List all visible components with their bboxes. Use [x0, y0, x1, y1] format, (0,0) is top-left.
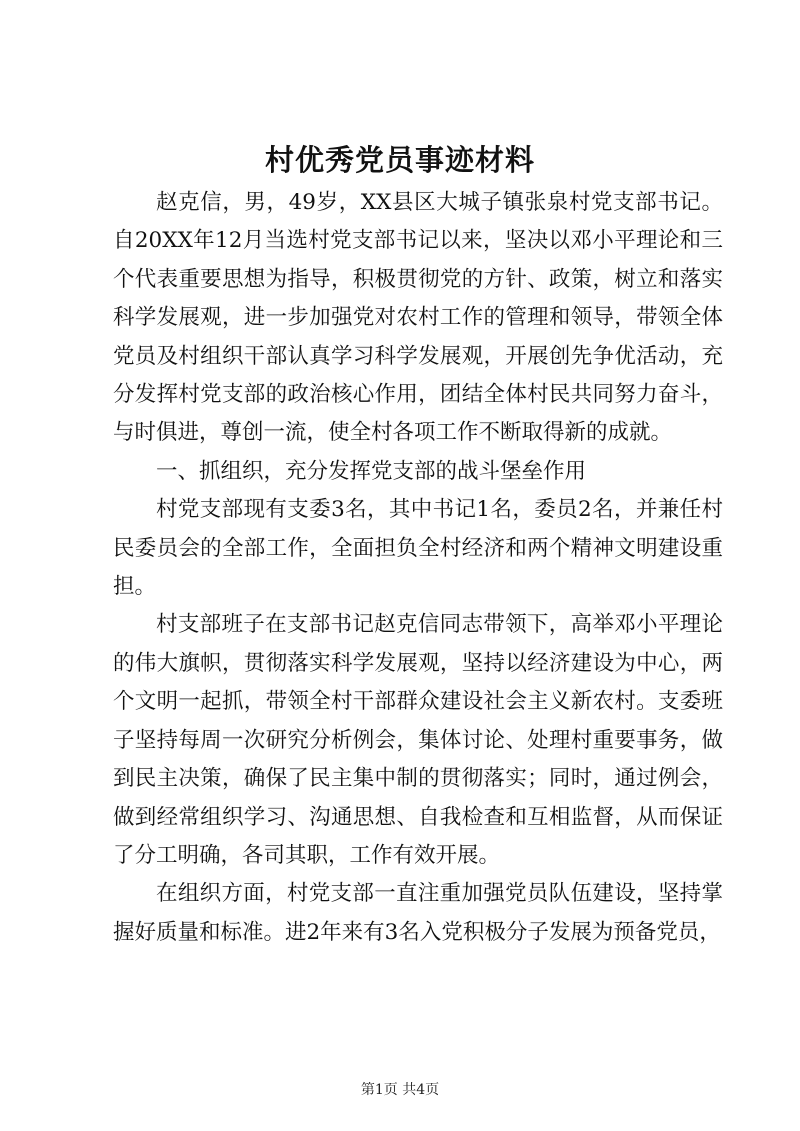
document-title: 村优秀党员事迹材料 [264, 143, 535, 177]
paragraph-membership: 在组织方面，村党支部一直注重加强党员队伍建设，坚持掌握好质量和标准。进2年来有3名入党积极分子发展为预备党员， [113, 881, 723, 945]
page-number-footer: 第1页 共4页 [360, 1082, 440, 1098]
paragraph-leadership: 村支部班子在支部书记赵克信同志带领下，高举邓小平理论的伟大旗帜，贯彻落实科学发展观，坚持以经济建设为中心，两个文明一起抓，带领全村干部群众建设社会主义新农村。支委班子坚持每周一次研究分析例会，集体讨论、处理村重要事务，做到民主决策，确保了民主集中制的贯彻落实；同时，通过例会，做到经常组织学习、沟通思想、自我检查和互相监督，从而保证了分工明确，各司其职，工作有效开展。 [113, 612, 723, 868]
paragraph-committee: 村党支部现有支委3名，其中书记1名，委员2名，并兼任村民委员会的全部工作，全面担负全村经济和两个精神文明建设重担。 [113, 497, 723, 600]
paragraph-intro: 赵克信，男，49岁，XX县区大城子镇张泉村党支部书记。自20XX年12月当选村党支部书记以来，坚决以邓小平理论和三个代表重要思想为指导，积极贯彻党的方针、政策，树立和落实科学发展观，进一步加强党对农村工作的管理和领导，带领全体党员及村组织干部认真学习科学发展观，开展创先争优活动，充分发挥村党支部的政治核心作用，团结全体村民共同努力奋斗，与时俱进，尊创一流，使全村各项工作不断取得新的成就。 [113, 190, 723, 446]
section-heading-organization: 一、抓组织，充分发挥党支部的战斗堡垒作用 [156, 458, 587, 484]
document-body [113, 184, 723, 952]
